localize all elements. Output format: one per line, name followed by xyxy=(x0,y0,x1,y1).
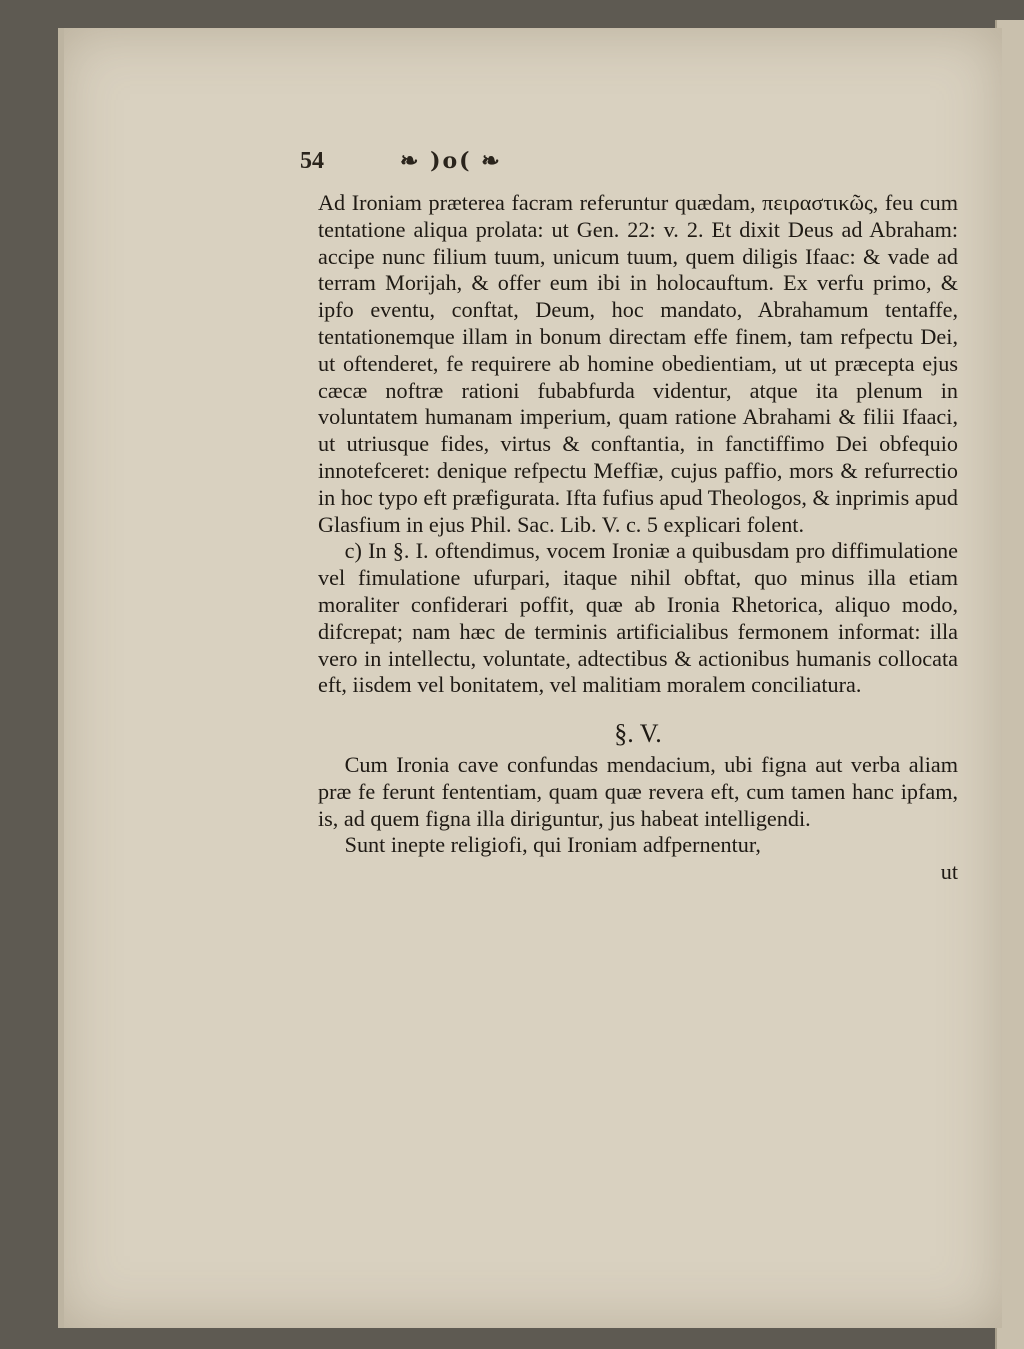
paragraph-ironia-sacra: Ad Ironiam præterea facram referuntur quædam, πειραστικῶς, feu cum tentatione aliqua prolata: ut Gen. 22: v. 2. Et dixit Deus ad Abraham: accipe nunc filium tuum, unicum tuum, quem diligis Ifaac: & vade ad terram Morijah, & offer eum ibi in holocauftum. Ex verfu primo, & ipfo eventu, conftat, Deum, hoc mandato, Abrahamum tentaffe, tentationemque illam in bonum directam effe finem, tam refpectu Dei, ut oftenderet, fe requirere ab homine obedientiam, ut ut præcepta ejus cæcæ noftræ rationi fubabfurda videntur, atque ita plenum in voluntatem humanam imperium, quam ratione Abrahami & filii Ifaaci, ut utriusque fides, virtus & conftantia, in fanctiffimo Dei obfequio innotefceret: denique refpectu Meffiæ, cujus paffio, mors & refurrectio in hoc typo eft præfigurata. Ifta fufius apud Theologos, & inprimis apud Glasfium in ejus Phil. Sac. Lib. V. c. 5 explicari folent. xyxy=(318,190,958,537)
page-fold xyxy=(58,28,64,1328)
running-header xyxy=(300,148,770,180)
body-text xyxy=(318,190,958,886)
section-heading: §. V. xyxy=(614,719,662,749)
paragraph-inepte-religiosi: Sunt inepte religiofi, qui Ironiam adfpernentur, xyxy=(344,832,761,858)
paragraph-mendacium: Cum Ironia cave confundas mendacium, ubi figna aut verba aliam præ fe ferunt fententiam, quam quæ revera eft, cum tamen hanc ipfam, is, ad quem figna illa diriguntur, jus habeat intelligendi. xyxy=(318,751,958,831)
catchword: ut xyxy=(940,859,958,885)
page-number: 54 xyxy=(300,148,324,174)
header-ornament: ❧ )o( ❧ xyxy=(400,148,502,174)
paragraph-footnote-c: c) In §. I. oftendimus, vocem Ironiæ a quibusdam pro diffimulatione vel fimulatione ufurpari, itaque nihil obftat, quo minus illa etiam moraliter confiderari poffit, quæ ab Ironia Rhetorica, aliquo modo, difcrepat; nam hæc de terminis artificialibus fermonem informat: illa vero in intellectu, voluntate, adtectibus & actionibus humanis collocata eft, iisdem vel bonitatem, vel malitiam moralem conciliatura. xyxy=(318,538,958,698)
